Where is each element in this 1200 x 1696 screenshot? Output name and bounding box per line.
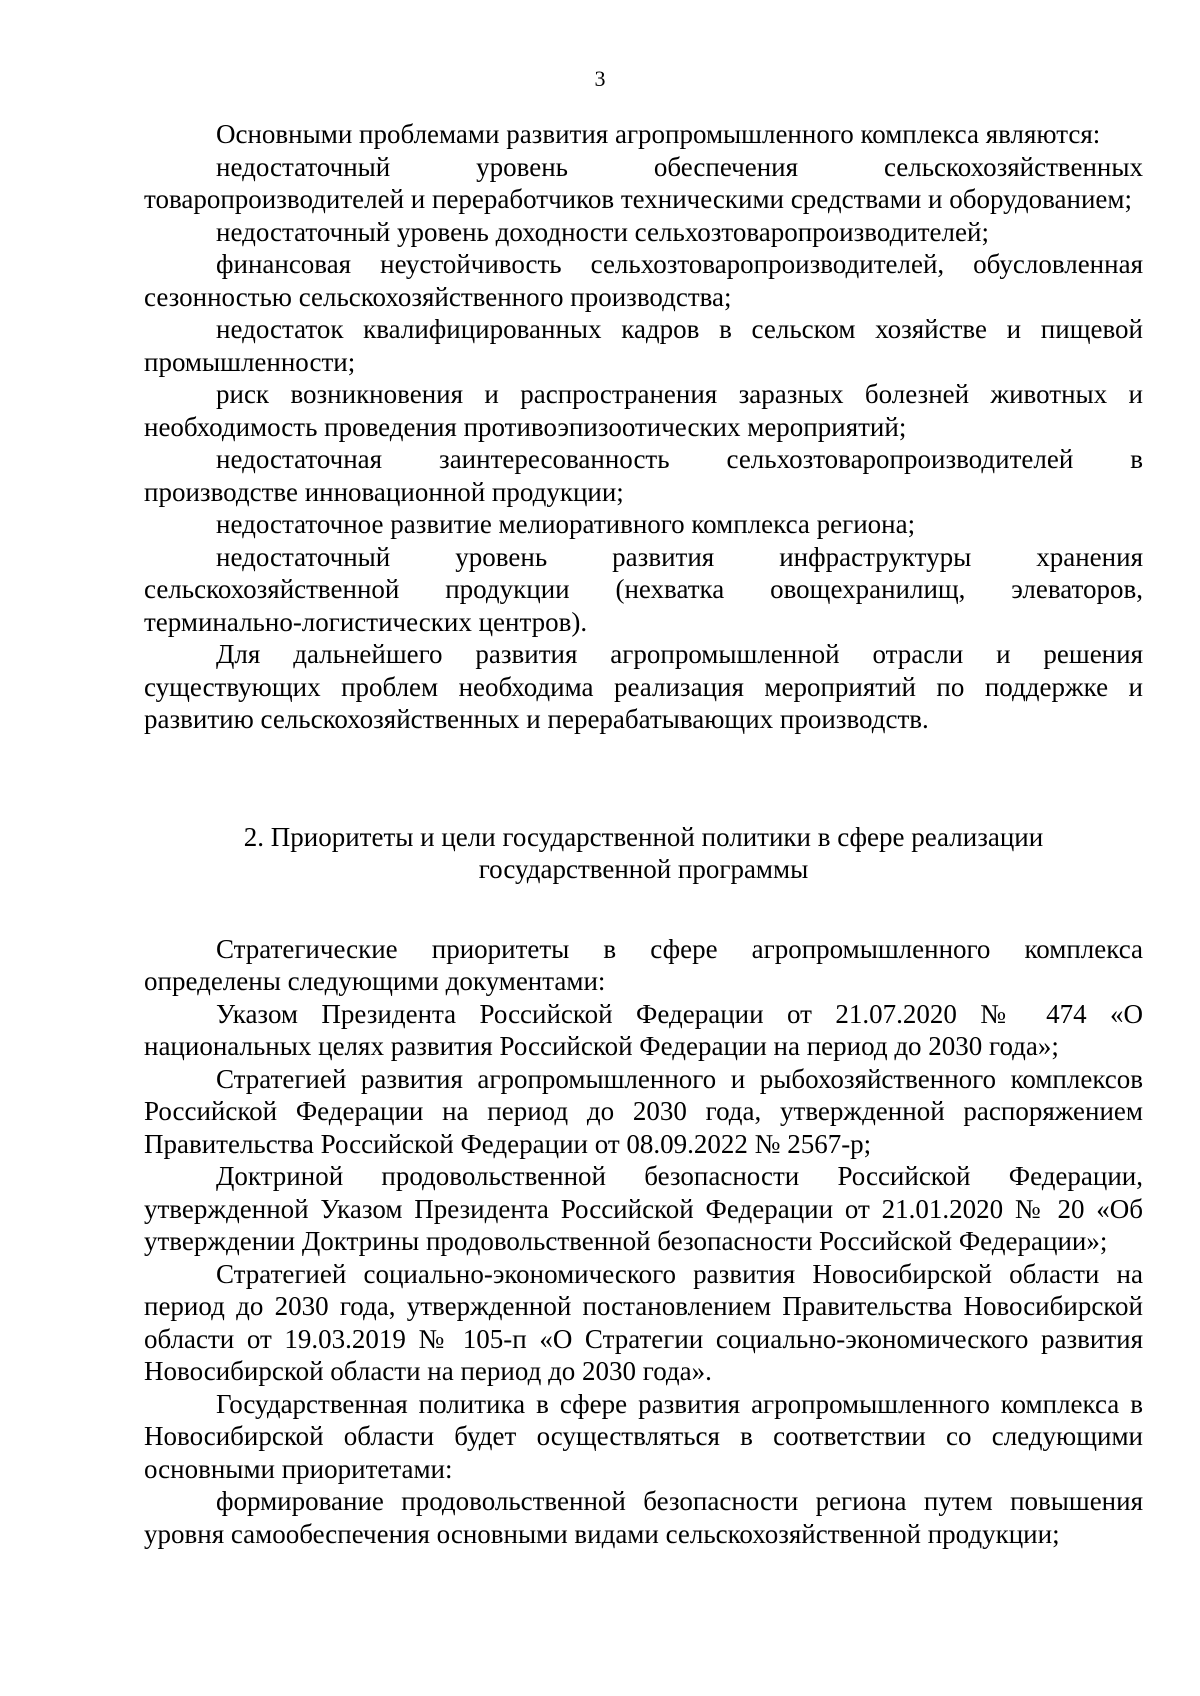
section-heading-line: государственной программы: [478, 854, 809, 884]
paragraph: Стратегией развития агропромышленного и рыбохозяйственного комплексов Российской Федерации на период до 2030 года, утвержденной распоряжением Правительства Российской Федерации от 08.09.2022 № 2567-р;: [144, 1063, 1143, 1159]
paragraph: Стратегией социально-экономического развития Новосибирской области на период до 2030 года, утвержденной постановлением Правительства Новосибирской области от 19.03.2019 № 105-п «О Стратегии социально-экономического развития Новосибирской области на период до 2030 года».: [144, 1258, 1143, 1386]
paragraph: Государственная политика в сфере развития агропромышленного комплекса в Новосибирской области будет осуществляться в соответствии со следующими основными приоритетами:: [144, 1388, 1143, 1484]
paragraph: недостаточный уровень доходности сельхозтоваропроизводителей;: [216, 216, 989, 247]
page-number: 3: [594, 66, 606, 91]
paragraph: формирование продовольственной безопасности региона путем повышения уровня самообеспечения основными видами сельскохозяйственной продукции;: [144, 1486, 1143, 1549]
paragraph: недостаточный уровень развития инфраструктуры хранения сельскохозяйственной продукции (нехватка овощехранилищ, элеваторов, терминально-логистических центров).: [144, 541, 1143, 637]
section-heading-line: 2. Приоритеты и цели государственной политики в сфере реализации: [243, 821, 1044, 852]
paragraph: недостаточный уровень обеспечения сельскохозяйственных товаропроизводителей и переработчиков техническими средствами и оборудованием;: [144, 151, 1143, 214]
section-heading: [144, 821, 1143, 886]
paragraph: недостаточное развитие мелиоративного комплекса региона;: [216, 509, 916, 539]
paragraph: Основными проблемами развития агропромышленного комплекса являются:: [216, 119, 1101, 149]
paragraph: Для дальнейшего развития агропромышленной отрасли и решения существующих проблем необходима реализация мероприятий по поддержке и развитию сельскохозяйственных и перерабатывающих производств.: [144, 639, 1143, 734]
document-body: [144, 118, 1143, 1550]
paragraph: риск возникновения и распространения заразных болезней животных и необходимость проведения противоэпизоотических мероприятий;: [144, 379, 1143, 442]
paragraph: недостаток квалифицированных кадров в сельском хозяйстве и пищевой промышленности;: [144, 314, 1143, 377]
paragraph: финансовая неустойчивость сельхозтоваропроизводителей, обусловленная сезонностью сельскохозяйственного производства;: [144, 249, 1143, 312]
paragraph: Стратегические приоритеты в сфере агропромышленного комплекса определены следующими документами:: [144, 933, 1143, 996]
paragraph: Доктриной продовольственной безопасности Российской Федерации, утвержденной Указом Президента Российской Федерации от 21.01.2020 № 20 «Об утверждении Доктрины продовольственной безопасности Российской Федерации»;: [144, 1161, 1143, 1256]
paragraph: Указом Президента Российской Федерации от 21.07.2020 № 474 «О национальных целях развития Российской Федерации на период до 2030 года»;: [144, 998, 1143, 1061]
paragraph: недостаточная заинтересованность сельхозтоваропроизводителей в производстве инновационной продукции;: [144, 444, 1143, 507]
